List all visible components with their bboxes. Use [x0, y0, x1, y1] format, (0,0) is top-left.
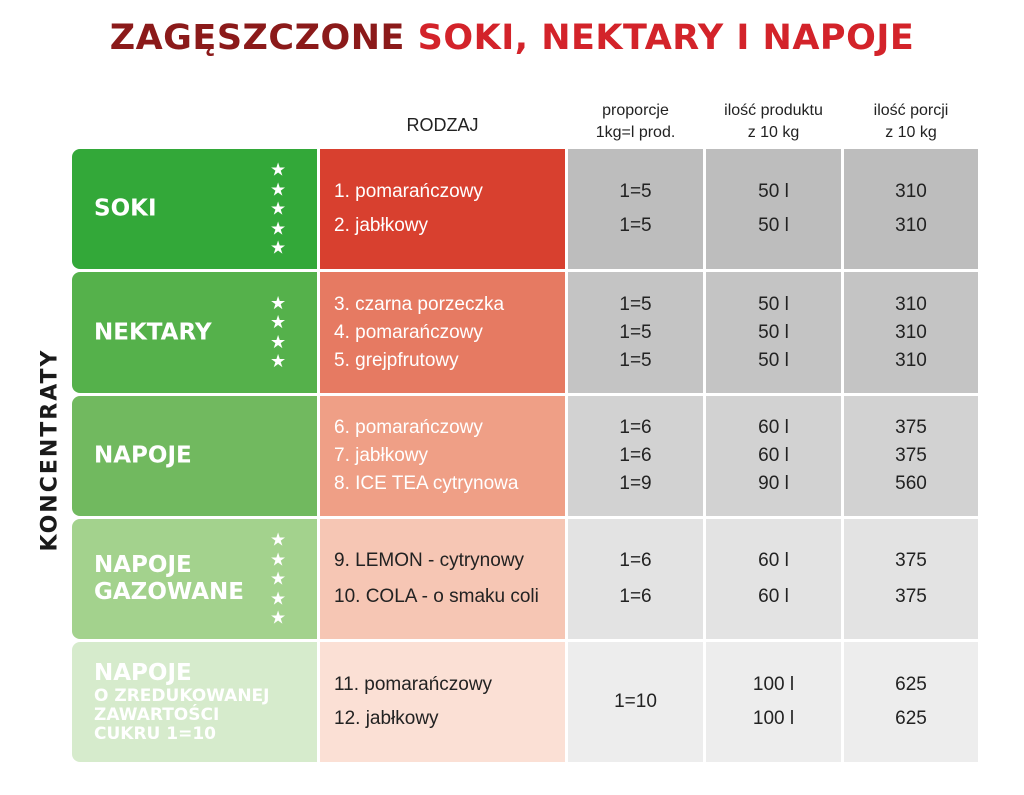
table-row: [72, 272, 978, 393]
ilosc-porcji-cell: [844, 642, 978, 762]
header-proporcje: proporcje 1kg=l prod.: [595, 102, 676, 141]
ilosc-porcji-cell: [844, 396, 978, 516]
category-cell: [72, 149, 317, 269]
list-item: 60 l: [758, 417, 789, 438]
ilosc-porcji-cell: [844, 149, 978, 269]
list-item: 1=5: [619, 321, 652, 343]
ilosc-porcji-cell: [844, 272, 978, 393]
page-title: [0, 18, 1024, 58]
proporcje-cell: [568, 149, 703, 269]
list-item: 60 l: [758, 586, 789, 607]
list-item: 50 l: [758, 181, 789, 202]
list-item: 1=6: [619, 586, 652, 607]
type-cell: [320, 272, 565, 393]
star-icon: ★: [270, 331, 287, 352]
list-item: 4. pomarańczowy: [334, 321, 483, 343]
category-label: NAPOJE O ZREDUKOWANEJ ZAWARTOŚCI CUKRU 1=10: [94, 660, 270, 744]
list-item: 11. pomarańczowy: [334, 674, 493, 695]
category-label: NEKTARY: [94, 319, 212, 345]
star-icon: ★: [270, 529, 287, 550]
list-item: 1=5: [619, 181, 652, 202]
list-item: 625: [895, 674, 927, 695]
star-icon: ★: [270, 292, 287, 313]
list-item: 1=10: [614, 691, 657, 712]
list-item: 1=5: [619, 293, 652, 315]
proporcje-cell: [568, 272, 703, 393]
list-item: 375: [895, 550, 927, 571]
list-item: 50 l: [758, 215, 789, 236]
list-item: 560: [895, 473, 927, 494]
type-cell: [320, 396, 565, 516]
star-icon: ★: [270, 548, 287, 569]
ilosc-produktu-cell: [706, 272, 841, 393]
star-icon: ★: [270, 351, 287, 371]
list-item: 1=9: [619, 473, 652, 494]
type-cell: [320, 642, 565, 762]
list-item: 1=5: [619, 349, 652, 371]
list-item: 375: [895, 586, 927, 607]
list-item: 8. ICE TEA cytrynowa: [334, 473, 519, 494]
ilosc-porcji-cell: [844, 519, 978, 639]
header-ilosc-porcji: ilość porcji z 10 kg: [873, 102, 949, 141]
list-item: 1=6: [619, 550, 652, 571]
list-item: 1=6: [619, 417, 652, 438]
list-item: 10. COLA - o smaku coli: [334, 586, 539, 607]
type-cell: [320, 519, 565, 639]
list-item: 3. czarna porzeczka: [334, 293, 505, 315]
type-cell: [320, 149, 565, 269]
star-icon: ★: [270, 568, 287, 589]
list-item: 9. LEMON - cytrynowy: [334, 550, 525, 571]
list-item: 2. jabłkowy: [334, 215, 428, 236]
category-label: NAPOJE GAZOWANE: [94, 552, 245, 605]
rating-stars: [270, 160, 286, 258]
list-item: 60 l: [758, 550, 789, 571]
list-item: 5. grejpfrutowy: [334, 349, 459, 371]
title-part-1: ZAGĘSZCZONE: [109, 18, 418, 58]
list-item: 7. jabłkowy: [334, 445, 428, 466]
list-item: 625: [895, 708, 927, 729]
list-item: 1=5: [619, 215, 652, 236]
star-icon: ★: [270, 198, 287, 219]
list-item: 100 l: [752, 708, 795, 729]
star-icon: ★: [270, 312, 287, 332]
list-item: 50 l: [758, 293, 789, 315]
list-item: 310: [895, 181, 927, 202]
list-item: 60 l: [758, 445, 789, 466]
list-item: 310: [895, 215, 927, 236]
side-label: KONCENTRATY: [37, 348, 63, 552]
ilosc-produktu-cell: [706, 519, 841, 639]
list-item: 375: [895, 445, 927, 466]
star-icon: ★: [270, 587, 287, 608]
list-item: 6. pomarańczowy: [334, 417, 483, 438]
list-item: 375: [895, 417, 927, 438]
table-row: [72, 396, 978, 516]
ilosc-produktu-cell: [706, 396, 841, 516]
category-cell: [72, 642, 317, 762]
rating-stars: [270, 294, 286, 372]
list-item: 100 l: [752, 674, 795, 695]
star-icon: ★: [270, 237, 287, 258]
proporcje-cell: [568, 396, 703, 516]
proporcje-cell: [568, 642, 703, 762]
proporcje-cell: [568, 519, 703, 639]
list-item: 12. jabłkowy: [334, 708, 439, 729]
list-item: 1. pomarańczowy: [334, 181, 483, 202]
ilosc-produktu-cell: [706, 149, 841, 269]
star-icon: ★: [270, 178, 287, 199]
list-item: 310: [895, 293, 927, 315]
header-ilosc-produktu: ilość produktu z 10 kg: [724, 102, 823, 141]
list-item: 50 l: [758, 349, 789, 371]
table-row: [72, 519, 978, 639]
list-item: 90 l: [758, 473, 789, 494]
list-item: 310: [895, 321, 927, 343]
category-cell: [72, 396, 317, 516]
table-row: [72, 642, 978, 762]
table-row: [72, 149, 978, 269]
star-icon: ★: [270, 217, 287, 238]
list-item: 1=6: [619, 445, 652, 466]
star-icon: ★: [270, 159, 287, 180]
rating-stars: [270, 530, 286, 628]
category-cell: [72, 272, 317, 393]
category-label: NAPOJE: [94, 442, 192, 469]
list-item: 50 l: [758, 321, 789, 343]
list-item: 310: [895, 349, 927, 371]
category-cell: [72, 519, 317, 639]
title-part-2: SOKI, NEKTARY I NAPOJE: [417, 18, 915, 58]
header-rodzaj: RODZAJ: [406, 115, 479, 135]
star-icon: ★: [270, 607, 287, 628]
category-label: SOKI: [94, 195, 157, 222]
ilosc-produktu-cell: [706, 642, 841, 762]
